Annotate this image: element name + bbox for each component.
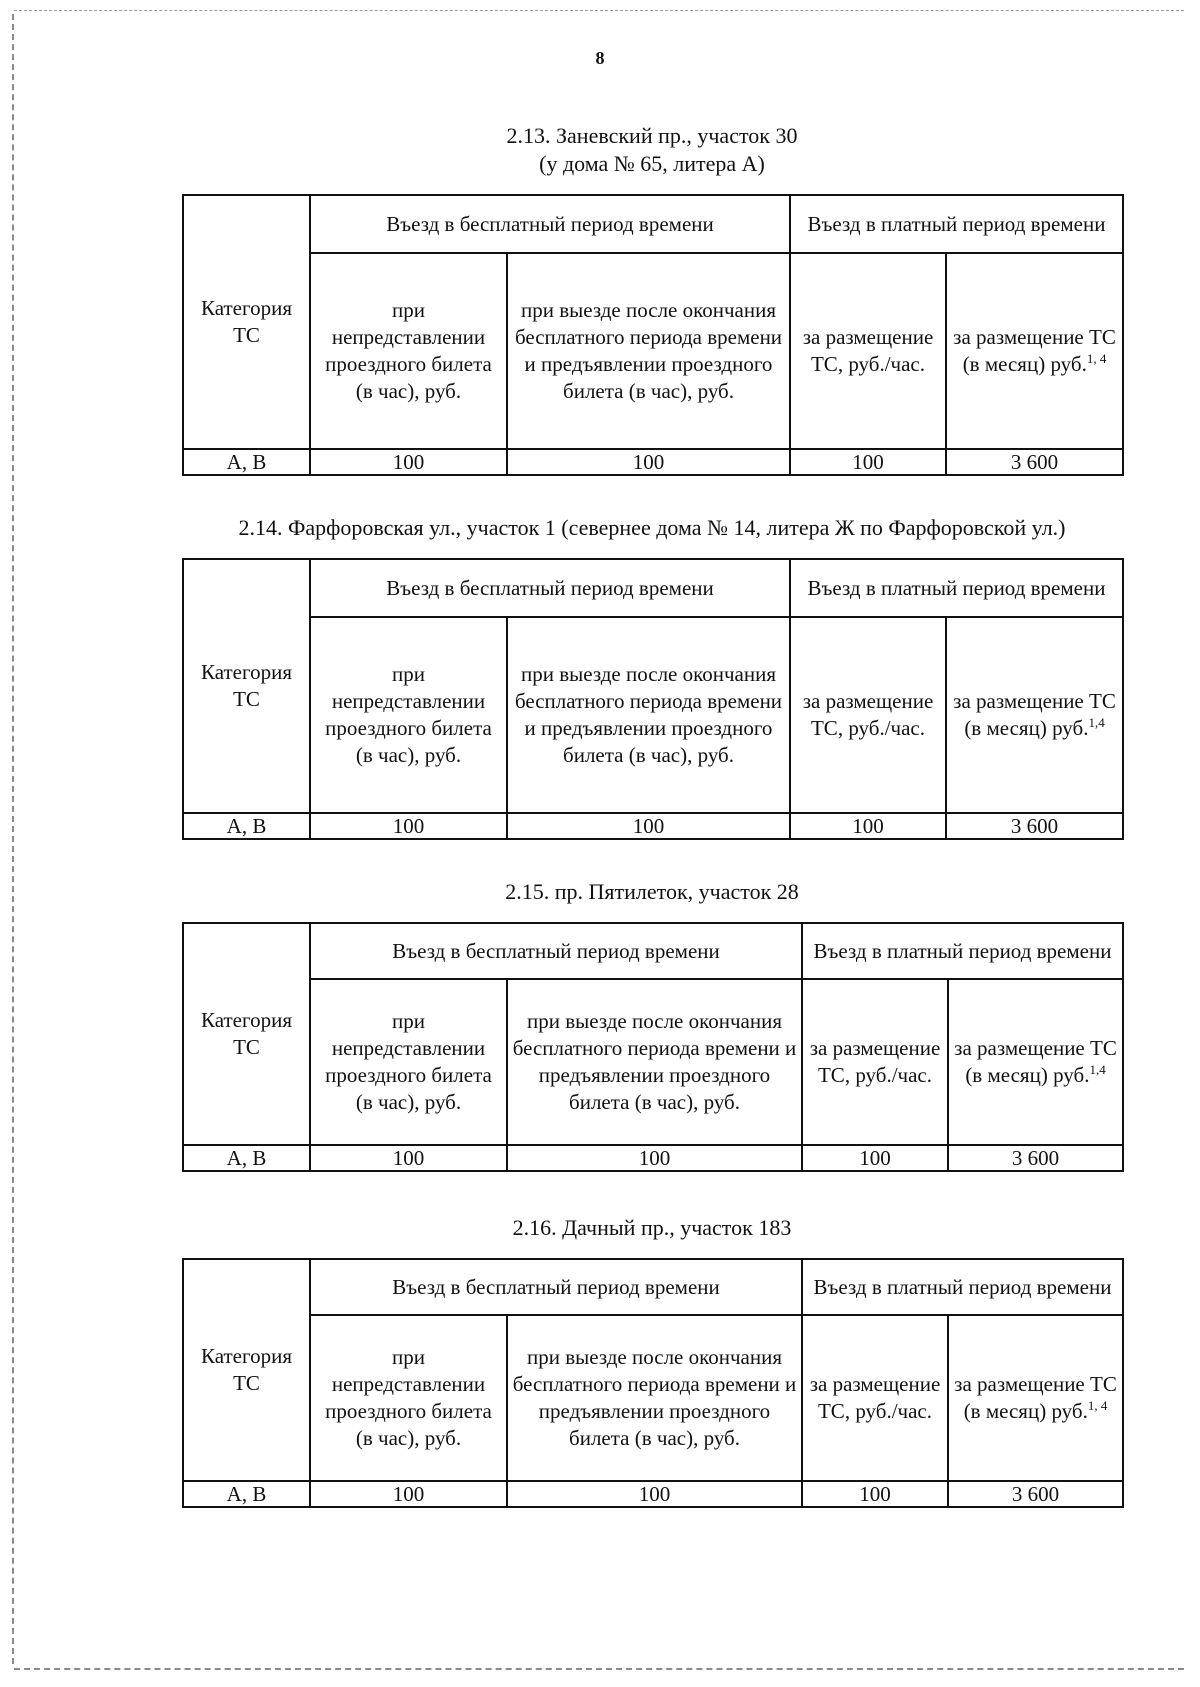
- header-per-month: [946, 617, 1123, 813]
- header-per-month: [948, 1315, 1123, 1481]
- header-per-month-text: за размещение ТС (в месяц) руб.: [953, 689, 1116, 740]
- tariff-table: [182, 1258, 1124, 1508]
- section-title: [182, 122, 1122, 178]
- scan-edge-top: [14, 10, 1184, 11]
- cell-category: А, В: [183, 449, 310, 475]
- table-row: [183, 449, 1123, 475]
- header-per-hour: за размещение ТС, руб./час.: [790, 617, 946, 813]
- header-category: Категория ТС: [183, 195, 310, 449]
- header-free-period: Въезд в бесплатный период времени: [310, 559, 790, 617]
- section-title-line: 2.15. пр. Пятилеток, участок 28: [505, 879, 799, 904]
- section-title: [182, 1214, 1122, 1242]
- header-per-hour: за размещение ТС, руб./час.: [802, 1315, 948, 1481]
- table-row: [183, 813, 1123, 839]
- footnote-ref: 1, 4: [1087, 1398, 1108, 1413]
- section-title-line: 2.13. Заневский пр., участок 30: [506, 123, 798, 148]
- header-no-ticket: при непредставлении проездного билета (в час), руб.: [310, 617, 507, 813]
- header-per-month: [946, 253, 1123, 449]
- page-number: 8: [595, 48, 605, 68]
- header-free-period: Въезд в бесплатный период времени: [310, 1259, 802, 1315]
- header-category: Категория ТС: [183, 559, 310, 813]
- header-after-free: при выезде после окончания бесплатного периода времени и предъявлении проездного билета (в час), руб.: [507, 1315, 802, 1481]
- section-title-line: 2.14. Фарфоровская ул., участок 1 (севернее дома № 14, литера Ж по Фарфоровской ул.): [238, 515, 1066, 540]
- header-per-hour: за размещение ТС, руб./час.: [802, 979, 948, 1145]
- cell-after-free: 100: [507, 813, 790, 839]
- footnote-ref: 1,4: [1089, 1062, 1106, 1077]
- section-2-13: [182, 122, 1122, 476]
- header-free-period: Въезд в бесплатный период времени: [310, 923, 802, 979]
- cell-category: А, В: [183, 813, 310, 839]
- header-paid-period: Въезд в платный период времени: [802, 923, 1123, 979]
- section-title-line: (у дома № 65, литера А): [539, 151, 765, 176]
- header-no-ticket: при непредставлении проездного билета (в час), руб.: [310, 979, 507, 1145]
- cell-no-ticket: 100: [310, 1481, 507, 1507]
- header-category: Категория ТС: [183, 1259, 310, 1481]
- section-2-14: [182, 514, 1122, 840]
- header-no-ticket: при непредставлении проездного билета (в час), руб.: [310, 1315, 507, 1481]
- cell-after-free: 100: [507, 449, 790, 475]
- header-free-period: Въезд в бесплатный период времени: [310, 195, 790, 253]
- footnote-ref: 1, 4: [1086, 351, 1107, 366]
- header-after-free: при выезде после окончания бесплатного периода времени и предъявлении проездного билета (в час), руб.: [507, 979, 802, 1145]
- header-after-free: при выезде после окончания бесплатного периода времени и предъявлении проездного билета (в час), руб.: [507, 253, 790, 449]
- tariff-table: [182, 194, 1124, 476]
- tariff-table: [182, 922, 1124, 1172]
- header-paid-period: Въезд в платный период времени: [802, 1259, 1123, 1315]
- section-title-line: 2.16. Дачный пр., участок 183: [512, 1215, 792, 1240]
- scan-edge-left: [12, 14, 14, 1664]
- header-after-free: при выезде после окончания бесплатного периода времени и предъявлении проездного билета (в час), руб.: [507, 617, 790, 813]
- header-no-ticket: при непредставлении проездного билета (в час), руб.: [310, 253, 507, 449]
- header-paid-period: Въезд в платный период времени: [790, 559, 1123, 617]
- header-per-month-text: за размещение ТС (в месяц) руб.: [953, 325, 1116, 376]
- cell-per-hour: 100: [790, 813, 946, 839]
- section-title: [182, 514, 1122, 542]
- header-per-month-text: за размещение ТС (в месяц) руб.: [954, 1036, 1117, 1087]
- section-2-15: [182, 878, 1122, 1172]
- header-per-month: [948, 979, 1123, 1145]
- cell-category: А, В: [183, 1481, 310, 1507]
- cell-after-free: 100: [507, 1145, 802, 1171]
- section-2-16: [182, 1214, 1122, 1508]
- cell-per-hour: 100: [802, 1145, 948, 1171]
- cell-after-free: 100: [507, 1481, 802, 1507]
- cell-per-month: 3 600: [946, 813, 1123, 839]
- header-category: Категория ТС: [183, 923, 310, 1145]
- table-row: [183, 1481, 1123, 1507]
- cell-per-month: 3 600: [946, 449, 1123, 475]
- cell-no-ticket: 100: [310, 449, 507, 475]
- tariff-table: [182, 558, 1124, 840]
- cell-per-month: 3 600: [948, 1145, 1123, 1171]
- cell-per-hour: 100: [802, 1481, 948, 1507]
- scan-edge-bottom: [14, 1668, 1184, 1670]
- cell-category: А, В: [183, 1145, 310, 1171]
- header-per-month-text: за размещение ТС (в месяц) руб.: [954, 1372, 1117, 1423]
- header-per-hour: за размещение ТС, руб./час.: [790, 253, 946, 449]
- cell-per-hour: 100: [790, 449, 946, 475]
- cell-per-month: 3 600: [948, 1481, 1123, 1507]
- header-paid-period: Въезд в платный период времени: [790, 195, 1123, 253]
- cell-no-ticket: 100: [310, 1145, 507, 1171]
- footnote-ref: 1,4: [1088, 715, 1105, 730]
- table-row: [183, 1145, 1123, 1171]
- section-title: [182, 878, 1122, 906]
- cell-no-ticket: 100: [310, 813, 507, 839]
